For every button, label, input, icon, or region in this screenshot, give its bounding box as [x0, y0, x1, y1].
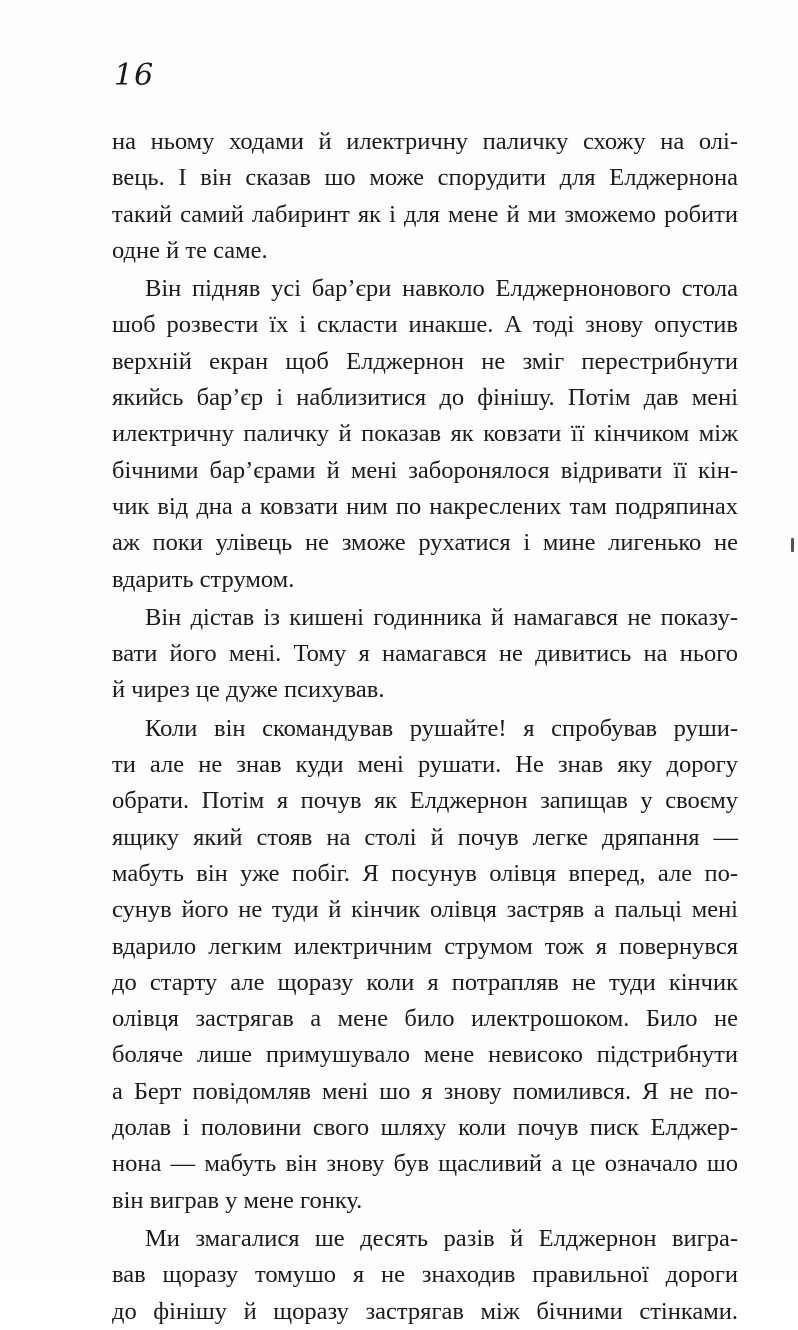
text-line: вати його мені. Тому я намагався не дивитись на нього — [112, 640, 738, 668]
text-line: такий самий лабиринт як і для мене й ми зможемо робити — [112, 200, 738, 228]
paragraph — [112, 271, 738, 598]
text-line: вдарило легким илектричним струмом тож я повернувся — [112, 932, 738, 960]
text-line: й чирез це дуже психував. — [112, 676, 385, 704]
text-line: до фінішу й щоразу застрягав між бічними стінками. — [112, 1297, 738, 1325]
text-line: на ньому ходами й илектричну паличку схожу на олі- — [112, 128, 738, 155]
text-line: сунув його не туди й кінчик олівця застряв а пальці мені — [112, 896, 738, 924]
paragraph — [112, 1221, 738, 1330]
text-line: вець. І він сказав шо може спорудити для Елджернона — [112, 164, 738, 192]
text-line: шоб розвести їх і скласти инакше. А тоді знову опустив — [112, 311, 738, 339]
text-line: Він дістав із кишені годинника й намагався не показу- — [145, 603, 738, 631]
paragraph — [112, 124, 738, 269]
text-line: олівця застрягав а мене било илектрошоком. Било не — [112, 1005, 738, 1033]
text-line: Ми змагалися ше десять разів й Елджернон вигра- — [145, 1224, 738, 1252]
text-line: до старту але щоразу коли я потрапляв не туди кінчик — [112, 968, 738, 996]
paragraph — [112, 600, 738, 709]
text-line: боляче лише примушувало мене невисоко підстрибнути — [112, 1041, 738, 1069]
text-line: вав щоразу томушо я не знаходив правильної дороги — [112, 1261, 738, 1289]
text-line: він виграв у мене гонку. — [112, 1186, 363, 1214]
page-number: 16 — [114, 58, 155, 93]
text-line: чик від дна а ковзати ним по накреслених там подряпинах — [112, 492, 738, 520]
text-line: верхній екран щоб Елджернон не зміг перестрибнути — [112, 347, 738, 375]
text-line: Коли він скомандував рушайте! я спробував руши- — [145, 714, 738, 742]
text-line: ящику який стояв на столі й почув легке дряпання — — [112, 823, 738, 851]
text-line: аж поки улівець не зможе рухатися і мине лигенько не — [112, 529, 738, 557]
body-text — [112, 124, 738, 1330]
text-line: одне й те саме. — [112, 236, 268, 264]
paragraph — [112, 711, 738, 1219]
text-line: Він підняв усі бар’єри навколо Елджернонового стола — [145, 275, 738, 303]
text-line: а Берт повідомляв мені шо я знову помилився. Я не по- — [112, 1077, 738, 1105]
margin-mark — [791, 538, 794, 552]
text-line: мабуть він уже побіг. Я посунув олівця вперед, але по- — [112, 859, 738, 887]
text-line: долав і половини свого шляху коли почув писк Елджер- — [112, 1114, 738, 1142]
text-line: якийсь бар’єр і наблизитися до фінішу. Потім дав мені — [112, 384, 738, 412]
text-line: нона — мабуть він знову був щасливий а це означало шо — [112, 1150, 738, 1178]
text-line: илектричну паличку й показав як ковзати її кінчиком між — [112, 420, 738, 448]
text-line: обрати. Потім я почув як Елджернон запищав у своєму — [112, 787, 738, 815]
text-line: бічними бар’єрами й мені заборонялося відривати її кін- — [112, 456, 738, 484]
text-line: вдарить струмом. — [112, 565, 295, 593]
text-line: ти але не знав куди мені рушати. Не знав яку дорогу — [112, 751, 738, 779]
